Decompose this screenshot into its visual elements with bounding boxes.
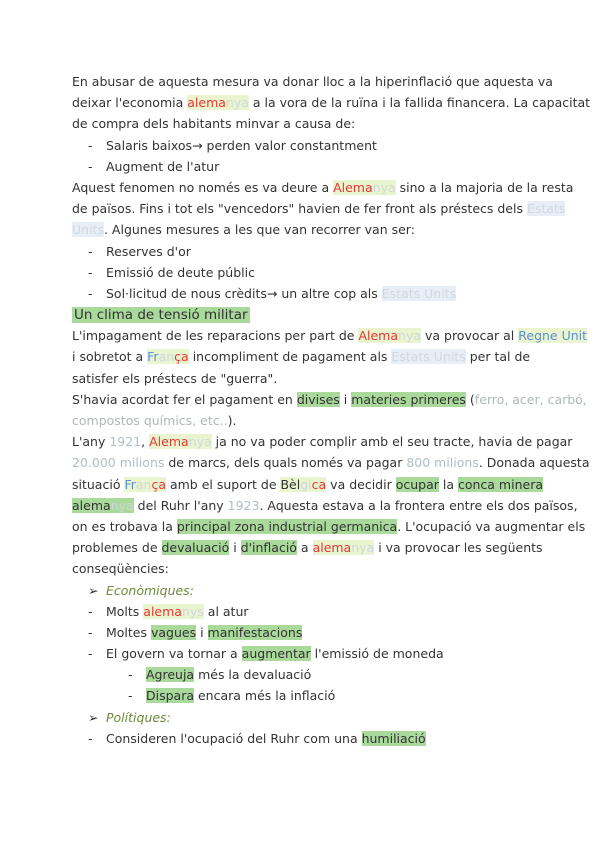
paragraph-line	[72, 92, 591, 113]
subsection-title: Econòmiques:	[106, 582, 194, 598]
highlighted-term: conca minera	[457, 476, 543, 492]
paragraph-line	[72, 452, 590, 473]
text: sino a la majoria de la resta	[395, 179, 574, 195]
year: 1921	[109, 434, 142, 450]
list-item	[72, 156, 542, 177]
section-heading: Un clima de tensió militar	[74, 307, 248, 324]
list-text: Emissió de deute públic	[106, 264, 255, 280]
country-name: Fr	[147, 349, 159, 365]
country-name-mid: gi	[300, 476, 312, 492]
list-text: Reserves d'or	[106, 243, 191, 259]
arrow-bullet-icon: ➢	[88, 709, 99, 725]
paragraph-line	[72, 431, 573, 452]
country-name-suffix: nya	[351, 540, 375, 556]
paragraph-line	[72, 495, 578, 516]
text: de compra dels habitants minvar a causa de:	[72, 116, 356, 132]
list-text: l'emissió de moneda	[310, 646, 444, 662]
country-name-suffix: nya	[398, 328, 421, 344]
country-name: alema	[187, 95, 226, 111]
country-name-suffix: nya	[225, 95, 249, 111]
list-text: Molts	[106, 603, 144, 619]
text: de països. Fins i tot els "vencedors" havien de fer front als préstecs dels	[72, 201, 527, 217]
paragraph-line	[72, 346, 542, 367]
text: a la vora de la ruïna i la fallida financera. La capacitat	[248, 95, 591, 111]
highlighted-term: principal zona industrial germanica	[176, 518, 398, 534]
text: (	[465, 391, 475, 407]
country-name-mid: an	[158, 349, 175, 365]
country-name: Estats Units	[381, 285, 457, 301]
year: 1923	[227, 497, 260, 513]
list-text: Augment de l'atur	[106, 158, 220, 174]
list-text: encara més la inflació	[194, 688, 336, 704]
list-text: i	[196, 624, 208, 640]
sublist-item	[72, 664, 542, 685]
list-item	[72, 601, 542, 622]
text: satisfer els préstecs de "guerra".	[72, 370, 278, 386]
faded-text: ferro, acer, carbó,	[474, 391, 587, 407]
dash-bullet: -	[128, 688, 133, 704]
highlighted-term: humiliació	[361, 730, 426, 746]
dash-bullet: -	[88, 285, 93, 301]
text: i sobretot a	[72, 349, 148, 365]
paragraph-line	[72, 325, 588, 346]
list-item	[72, 728, 542, 749]
paragraph-line	[72, 558, 542, 579]
country-name: Estats	[526, 201, 566, 217]
text: on es trobava la	[72, 518, 177, 534]
country-name-mid: an	[135, 476, 152, 492]
text: incompliment de pagament als	[188, 349, 392, 365]
paragraph-line	[72, 537, 542, 558]
text: deixar l'economia	[72, 95, 188, 111]
country-name: Bèl	[280, 476, 301, 492]
country-name-suffix: ca	[311, 476, 327, 492]
highlighted-term: vagues	[150, 624, 197, 640]
text: Aquest fenomen no només es va deure a	[72, 179, 334, 195]
arrow-bullet-icon: ➢	[88, 582, 99, 598]
amount: 20.000 milions	[72, 455, 165, 471]
list-text: Moltes	[106, 624, 151, 640]
sublist-item	[72, 685, 542, 706]
subsection-item	[72, 580, 542, 601]
faded-text: compostos químics, etc..	[72, 413, 228, 428]
text: . L'ocupació va augmentar els	[397, 518, 586, 534]
list-item	[72, 643, 542, 664]
dash-bullet: -	[88, 603, 93, 619]
text: . Algunes mesures a les que van recorrer van ser:	[103, 222, 415, 238]
text: i	[229, 540, 241, 556]
dash-bullet: -	[88, 646, 93, 662]
text: de marcs, dels quals només va pagar	[164, 455, 407, 471]
country-name: Alema	[333, 179, 373, 195]
paragraph-line	[72, 219, 542, 240]
paragraph-line	[72, 113, 542, 134]
text: del Ruhr l'any	[133, 497, 228, 513]
text: ).	[227, 413, 237, 428]
highlighted-term: materies primeres	[351, 391, 466, 407]
text: L'impagament de les reparacions per part de	[72, 328, 359, 344]
paragraph-line	[72, 177, 574, 198]
highlighted-term: Dispara	[146, 688, 195, 704]
document-page	[72, 71, 591, 749]
paragraph-line	[72, 410, 542, 431]
list-item	[72, 135, 542, 156]
text: ja no va poder complir amb el seu tracte, havia de pagar	[211, 434, 573, 450]
text: ,	[141, 434, 150, 450]
list-item	[72, 283, 542, 304]
country-name-suffix: nys	[181, 603, 204, 619]
text: En abusar de aquesta mesura va donar lloc a la hiperinflació que aquesta va	[72, 74, 553, 89]
section-heading-line	[72, 304, 542, 325]
list-item	[72, 622, 542, 643]
text: i va provocar les següents	[374, 540, 543, 556]
country-name: Regne Unit	[518, 328, 588, 344]
highlighted-term: augmentar	[241, 646, 311, 662]
paragraph-line	[72, 389, 587, 410]
text: problemes de	[72, 540, 162, 556]
paragraph-line	[72, 368, 542, 389]
country-name: Alema	[358, 328, 399, 344]
paragraph-line	[72, 516, 586, 537]
text: S'havia acordat fer el pagament en	[72, 391, 297, 407]
country-name: Estats Units	[391, 349, 466, 365]
country-name: Alema	[149, 434, 189, 450]
dash-bullet: -	[88, 730, 93, 746]
highlighted-term: alema	[72, 497, 111, 513]
country-name: Fr	[124, 476, 136, 492]
country-name-suffix: nya	[188, 434, 212, 450]
dash-bullet: -	[88, 137, 93, 153]
list-item	[72, 241, 542, 262]
highlighted-term: ocupar	[395, 476, 439, 492]
text: va provocar al	[421, 328, 519, 344]
text: amb el suport de	[166, 476, 281, 492]
country-name-suffix: nya	[372, 179, 396, 195]
subsection-item	[72, 707, 542, 728]
text: . Aquesta estava a la frontera entre els dos països,	[259, 497, 578, 513]
highlighted-term-suffix: nya	[110, 497, 134, 513]
country-name: alema	[143, 603, 182, 619]
highlighted-term: d'inflació	[240, 540, 297, 556]
highlighted-term: devaluació	[161, 540, 230, 556]
list-text: Sol·licitud de nous crèdits→ un altre cop als	[106, 285, 382, 301]
text: va decidir	[326, 476, 396, 492]
dash-bullet: -	[88, 158, 93, 174]
paragraph-line	[72, 71, 553, 92]
text: situació	[72, 476, 125, 492]
highlighted-term: Agreuja	[146, 667, 195, 683]
paragraph-line	[72, 474, 542, 495]
list-text: més la devaluació	[194, 667, 312, 683]
text: a	[296, 540, 313, 556]
list-text: Salaris baixos→ perden valor constantment	[106, 137, 377, 153]
text: i	[339, 391, 352, 407]
text: . Donada aquesta	[478, 455, 590, 471]
subsection-title: Polítiques:	[106, 709, 171, 725]
list-item	[72, 262, 542, 283]
highlighted-term: manifestacions	[207, 624, 303, 640]
country-name: Units	[72, 222, 104, 238]
country-name-suffix: ça	[174, 349, 189, 365]
country-name-suffix: ça	[151, 476, 166, 492]
dash-bullet: -	[128, 667, 133, 683]
paragraph-line	[72, 198, 566, 219]
list-text: al atur	[203, 603, 249, 619]
list-text: El govern va tornar a	[106, 646, 242, 662]
text: L'any	[72, 434, 110, 450]
highlighted-term: divises	[296, 391, 340, 407]
text: per tal de	[465, 349, 531, 365]
country-name: alema	[312, 540, 352, 556]
dash-bullet: -	[88, 624, 93, 640]
text: la	[438, 476, 458, 492]
amount: 800 milions	[406, 455, 479, 471]
text: conseqüències:	[72, 561, 169, 577]
dash-bullet: -	[88, 264, 93, 280]
list-text: Consideren l'ocupació del Ruhr com una	[106, 730, 362, 746]
dash-bullet: -	[88, 243, 93, 259]
